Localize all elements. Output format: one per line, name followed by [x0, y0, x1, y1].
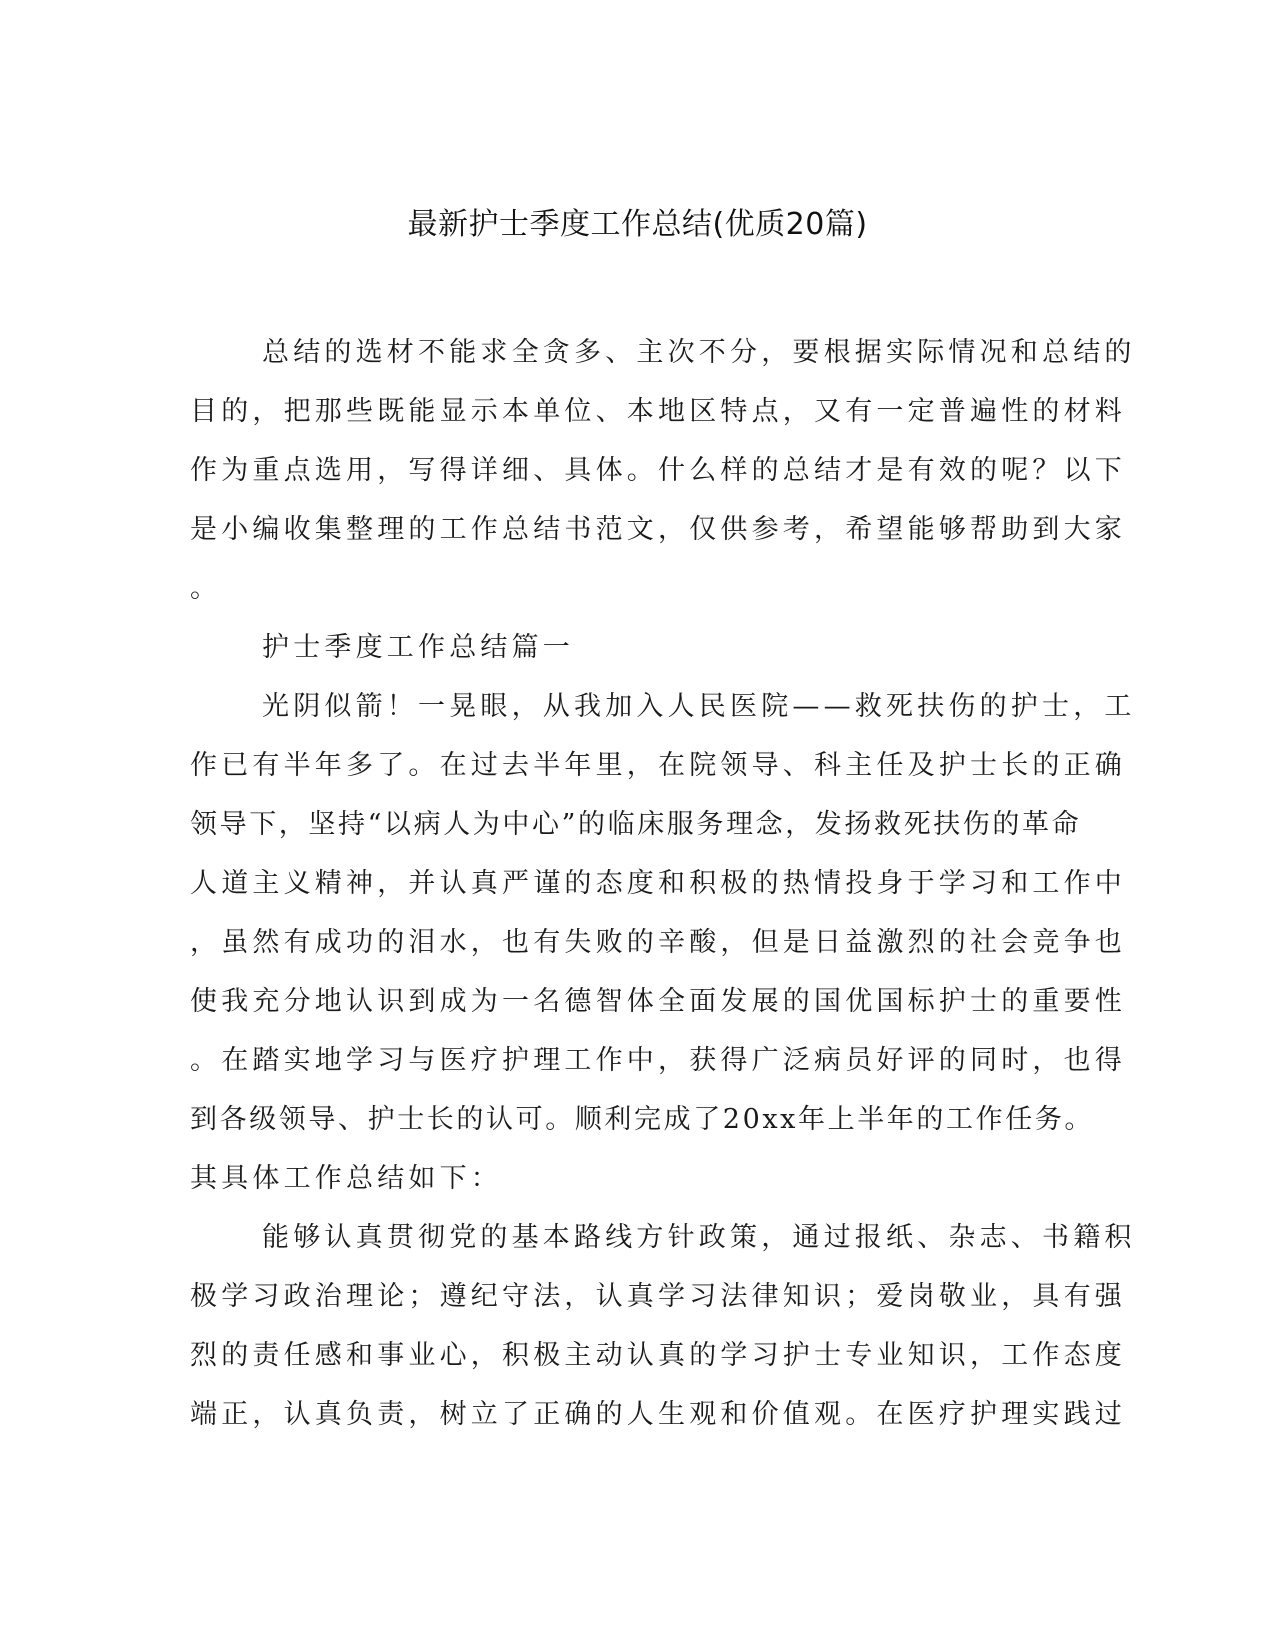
paragraph-line: 人道主义精神，并认真严谨的态度和积极的热情投身于学习和工作中 — [190, 868, 1126, 899]
paragraph-line: 端正，认真负责，树立了正确的人生观和价值观。在医疗护理实践过 — [190, 1399, 1126, 1430]
paragraph-line: 其具体工作总结如下： — [190, 1163, 502, 1194]
paragraph-line: 是小编收集整理的工作总结书范文，仅供参考，希望能够帮助到大家 — [190, 514, 1126, 545]
paragraph-line: ，虽然有成功的泪水，也有失败的辛酸，但是日益激烈的社会竞争也 — [190, 927, 1126, 958]
paragraph-line: 。在踏实地学习与医疗护理工作中，获得广泛病员好评的同时，也得 — [190, 1045, 1126, 1076]
paragraph-line: 领导下，坚持“以病人为中心”的临床服务理念，发扬救死扶伤的革命 — [190, 809, 1082, 840]
paragraph-line: 烈的责任感和事业心，积极主动认真的学习护士专业知识，工作态度 — [190, 1340, 1126, 1371]
section-heading: 护士季度工作总结篇一 — [262, 632, 574, 663]
paragraph-line: 能够认真贯彻党的基本路线方针政策，通过报纸、杂志、书籍积 — [262, 1222, 1136, 1253]
document-body — [190, 323, 1136, 1444]
paragraph-line: 作已有半年多了。在过去半年里，在院领导、科主任及护士长的正确 — [190, 750, 1126, 781]
paragraph-line: 到各级领导、护士长的认可。顺利完成了20xx年上半年的工作任务。 — [190, 1104, 1095, 1135]
paragraph-line: 极学习政治理论；遵纪守法，认真学习法律知识；爱岗敬业，具有强 — [190, 1281, 1126, 1312]
paragraph-line: 。 — [190, 573, 222, 604]
document-title: 最新护士季度工作总结(优质20篇) — [407, 207, 868, 242]
paragraph-line: 使我充分地认识到成为一名德智体全面发展的国优国标护士的重要性 — [190, 986, 1126, 1017]
paragraph-line: 目的，把那些既能显示本单位、本地区特点，又有一定普遍性的材料 — [190, 396, 1126, 427]
paragraph-line: 总结的选材不能求全贪多、主次不分，要根据实际情况和总结的 — [262, 337, 1136, 368]
paragraph-line: 作为重点选用，写得详细、具体。什么样的总结才是有效的呢？以下 — [190, 455, 1126, 486]
paragraph-line: 光阴似箭！一晃眼，从我加入人民医院——救死扶伤的护士，工 — [262, 691, 1136, 722]
